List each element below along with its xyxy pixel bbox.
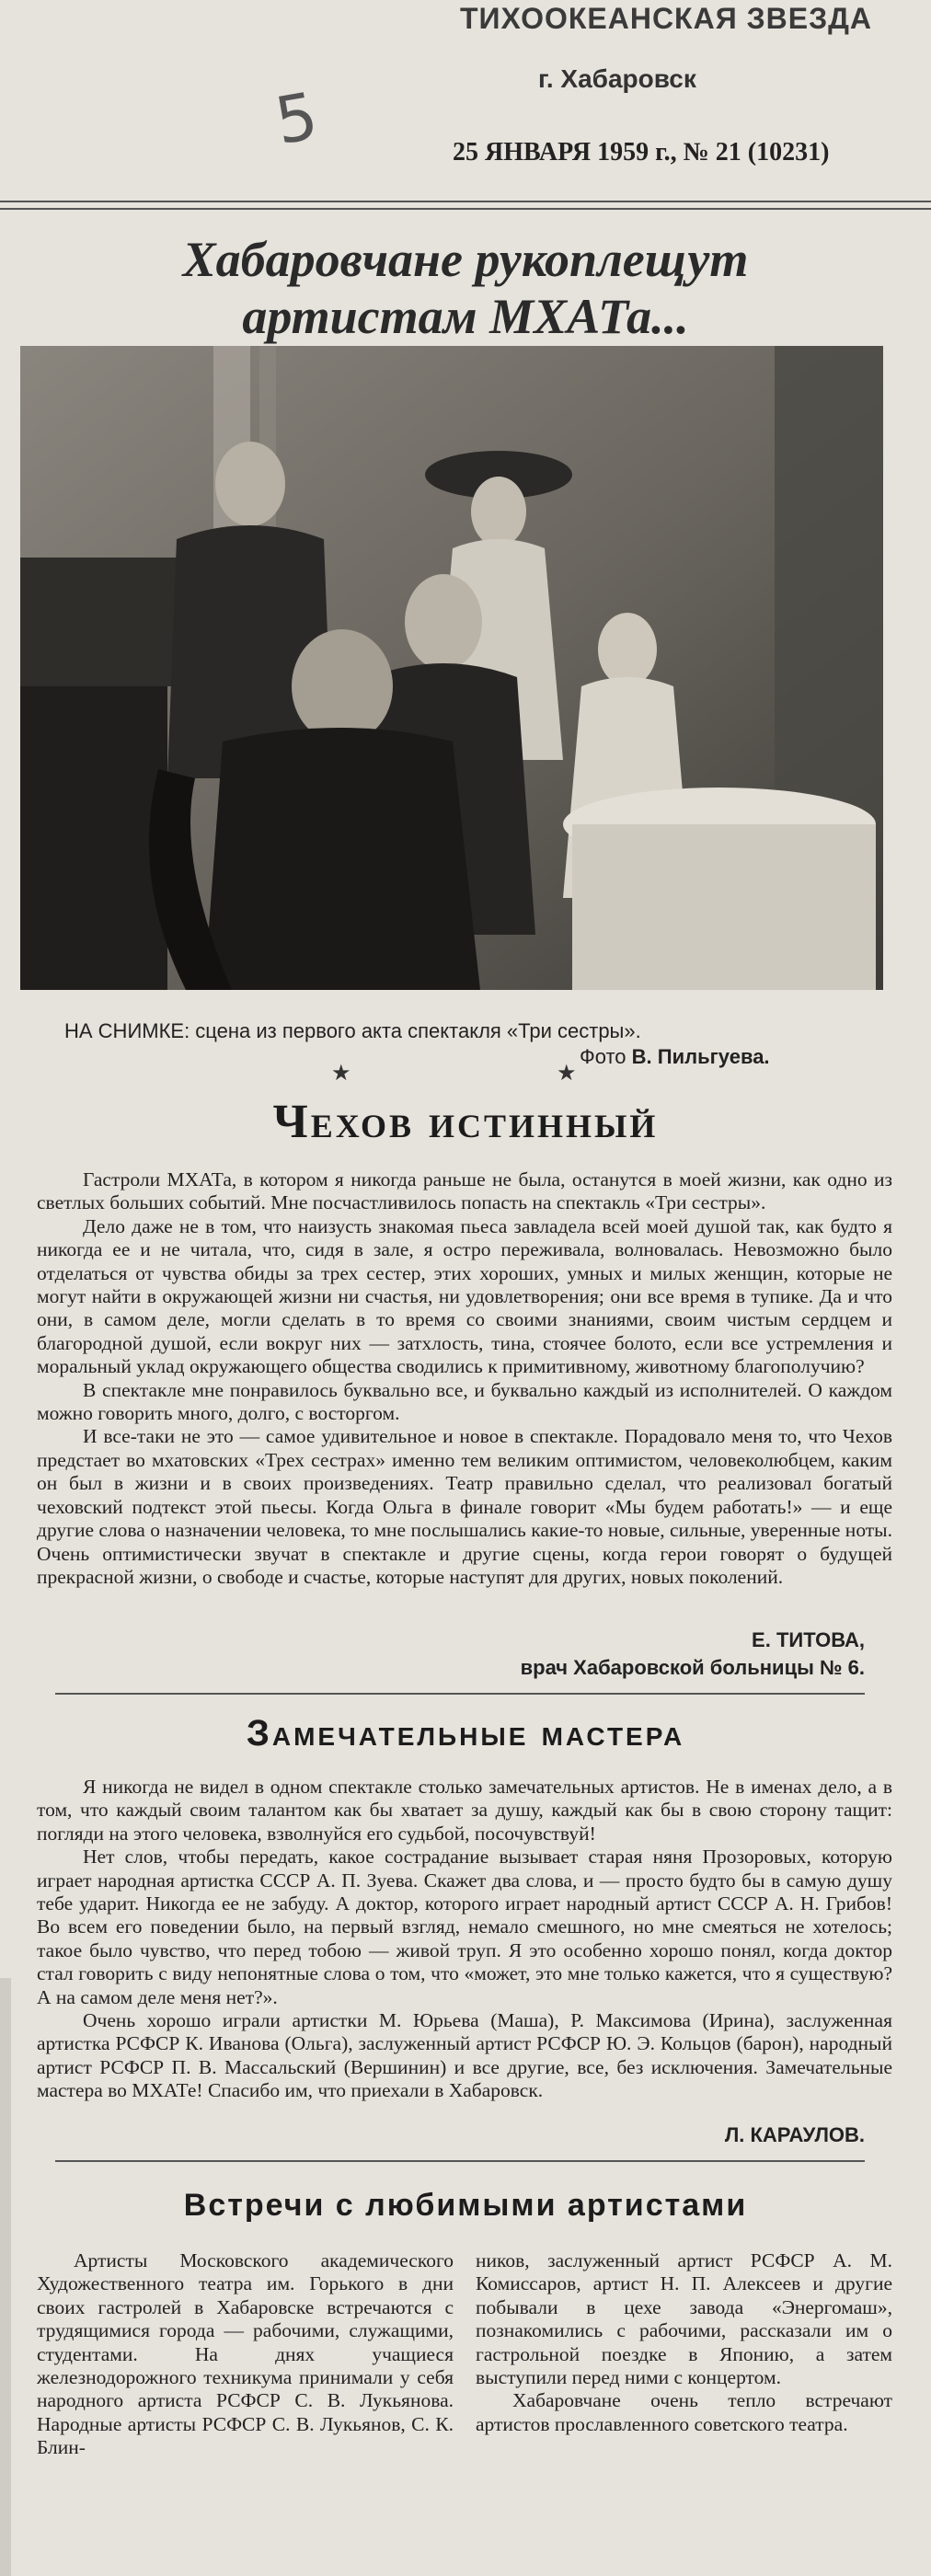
article1-body xyxy=(37,1168,892,1589)
star-ornament-left: ★ xyxy=(331,1060,351,1086)
main-headline-line2: артистам МХАТа... xyxy=(242,289,689,344)
article3-column-right xyxy=(476,2249,892,2571)
article1-paragraph: Дело даже не в том, что наизусть знакомая пьеса завладела всей моей душой так, как будто я никогда ее и не читала, что, сидя в зале, я остро переживала, волновалась. Невозможно было отделаться от чувства обиды за трех сестер, этих хороших, умных и милых женщин, которые не могут найти в окружающей жизни ни счастья, ни удовлетворения; они все время в тупике. Да и что они, в самом деле, могли сделать в то время со своими знаниями, своим чистым сердцем и благородной душой, если вокруг них — затхлость, тина, стоячее болото, если все устремления и моральный уклад окружающего общества сводились к примитивному, животному благополучию? xyxy=(37,1214,892,1378)
photo-credit xyxy=(580,1045,770,1069)
issue-date: 25 ЯНВАРЯ 1959 г., № 21 (10231) xyxy=(453,138,830,167)
article1-paragraph: В спектакле мне понравилось буквально все, и буквально каждый из исполнителей. О каждом можно говорить много, долго, с восторгом. xyxy=(37,1378,892,1425)
article1-title: Чехов истинный xyxy=(272,1096,659,1148)
article3-paragraph: Артисты Московского академического Художественного театра им. Горького в дни своих гастролей в Хабаровске встречаются с трудящимися города — рабочими, служащими, студентами. На днях учащиеся железнодорожного техникума принимали у себя народного артиста РСФСР С. В. Лукьянова. Народные артисты РСФСР С. В. Лукьянов, С. К. Блин- xyxy=(37,2249,454,2459)
article1-signature-name: Е. ТИТОВА, xyxy=(752,1628,865,1651)
credit-name: В. Пильгуева. xyxy=(631,1045,770,1068)
photo-caption xyxy=(64,1019,892,1068)
article2-paragraph: Нет слов, чтобы передать, какое сострадание вызывает старая няня Прозоровых, которую играет народная артистка СССР А. П. Зуева. Скажет два слова, и — просто будто бы в самую душу тебе ударит. Никогда ее не забуду. А доктор, которого играет народный артист СССР А. Н. Грибов! Во всем его поведении было, на первый взгляд, немало смешного, но мне смеяться не хотелось; такое было чувство, что перед тобою — живой труп. Я это особенно хорошо понял, когда доктор стал говорить с виду непонятные слова о том, что «может, это мне только кажется, что я существую? А на самом деле меня нет?». xyxy=(37,1846,892,2008)
star-ornament-right: ★ xyxy=(557,1060,577,1086)
article3-title: Встречи с любимыми артистами xyxy=(183,2188,748,2223)
newspaper-name: ТИХООКЕАНСКАЯ ЗВЕЗДА xyxy=(460,2,873,35)
stage-photo xyxy=(20,346,883,990)
photo-illustration xyxy=(20,346,883,990)
newspaper-city: г. Хабаровск xyxy=(538,64,696,93)
article3-columns xyxy=(37,2249,892,2571)
article2-paragraph: Я никогда не видел в одном спектакле столько замечательных артистов. Не в именах дело, а в том, что каждый своим талантом как бы хватает за душу, каждый как бы в свою сторону тащит: погляди на этого человека, взволнуйся его судьбой, посочувствуй! xyxy=(37,1776,892,1845)
paper-fold xyxy=(0,1978,11,2576)
article3-column-left xyxy=(37,2249,454,2571)
main-headline-line1: Хабаровчане рукоплещут xyxy=(182,232,749,287)
article2-body xyxy=(37,1776,892,2103)
article2-paragraph: Очень хорошо играли артистки М. Юрьева (Маша), Р. Максимова (Ирина), заслуженная артистка РСФСР К. Иванова (Ольга), заслуженный артист РСФСР Ю. Э. Кольцов (барон), народный артист РСФСР П. В. Массальский (Вершинин) и все другие, все, без исключения. Замечательные мастера во МХАТе! Спасибо им, что приехали в Хабаровск. xyxy=(37,2009,892,2102)
article1-paragraph: Гастроли МХАТа, в котором я никогда раньше не была, останутся в моей жизни, как одно из светлых больших событий. Мне посчастливилось попасть на спектакль «Три сестры». xyxy=(37,1168,892,1214)
article3-paragraph: Хабаровчане очень тепло встречают артистов прославленного советского театра. xyxy=(476,2389,892,2435)
article2-signature: Л. КАРАУЛОВ. xyxy=(724,2123,865,2146)
article3-paragraph-continued: ников, заслуженный артист РСФСР А. М. Комиссаров, артист Н. П. Алексеев и другие побывали в цехе завода «Энергомаш», познакомились с рабочими, рассказали им о гастрольной поездке в Японию, а затем выступили перед ними с концертом. xyxy=(476,2249,892,2389)
handwritten-mark: 5 xyxy=(270,77,324,160)
article2-title: Замечательные мастера xyxy=(246,1713,685,1754)
article1-paragraph: И все-таки не это — самое удивительное и новое в спектакле. Порадовало меня то, что Чехов предстает во мхатовских «Трех сестрах» именно тем великим оптимистом, человеколюбцем, каким он был в жизни и в своих произведениях. Театр правильно сделал, что реализовал богатый чеховский подтекст этой пьесы. Когда Ольга в финале говорит «Мы будем работать!» — и еще другие слова о назначении человека, то мне послышались какие-то новые, сильные, уверенные ноты. Очень оптимистически звучат в спектакле и другие сцены, когда герои говорят о будущей прекрасной жизни, о свободе и счастье, которые наступят для других, новых поколений. xyxy=(37,1425,892,1588)
section-divider xyxy=(55,2160,865,2162)
masthead xyxy=(405,0,920,184)
credit-prefix: Фото xyxy=(580,1045,626,1068)
top-divider xyxy=(0,201,931,210)
article1-signature-role: врач Хабаровской больницы № 6. xyxy=(520,1656,865,1679)
caption-text: НА СНИМКЕ: сцена из первого акта спектакля «Три сестры». xyxy=(64,1019,641,1042)
section-divider xyxy=(55,1693,865,1695)
